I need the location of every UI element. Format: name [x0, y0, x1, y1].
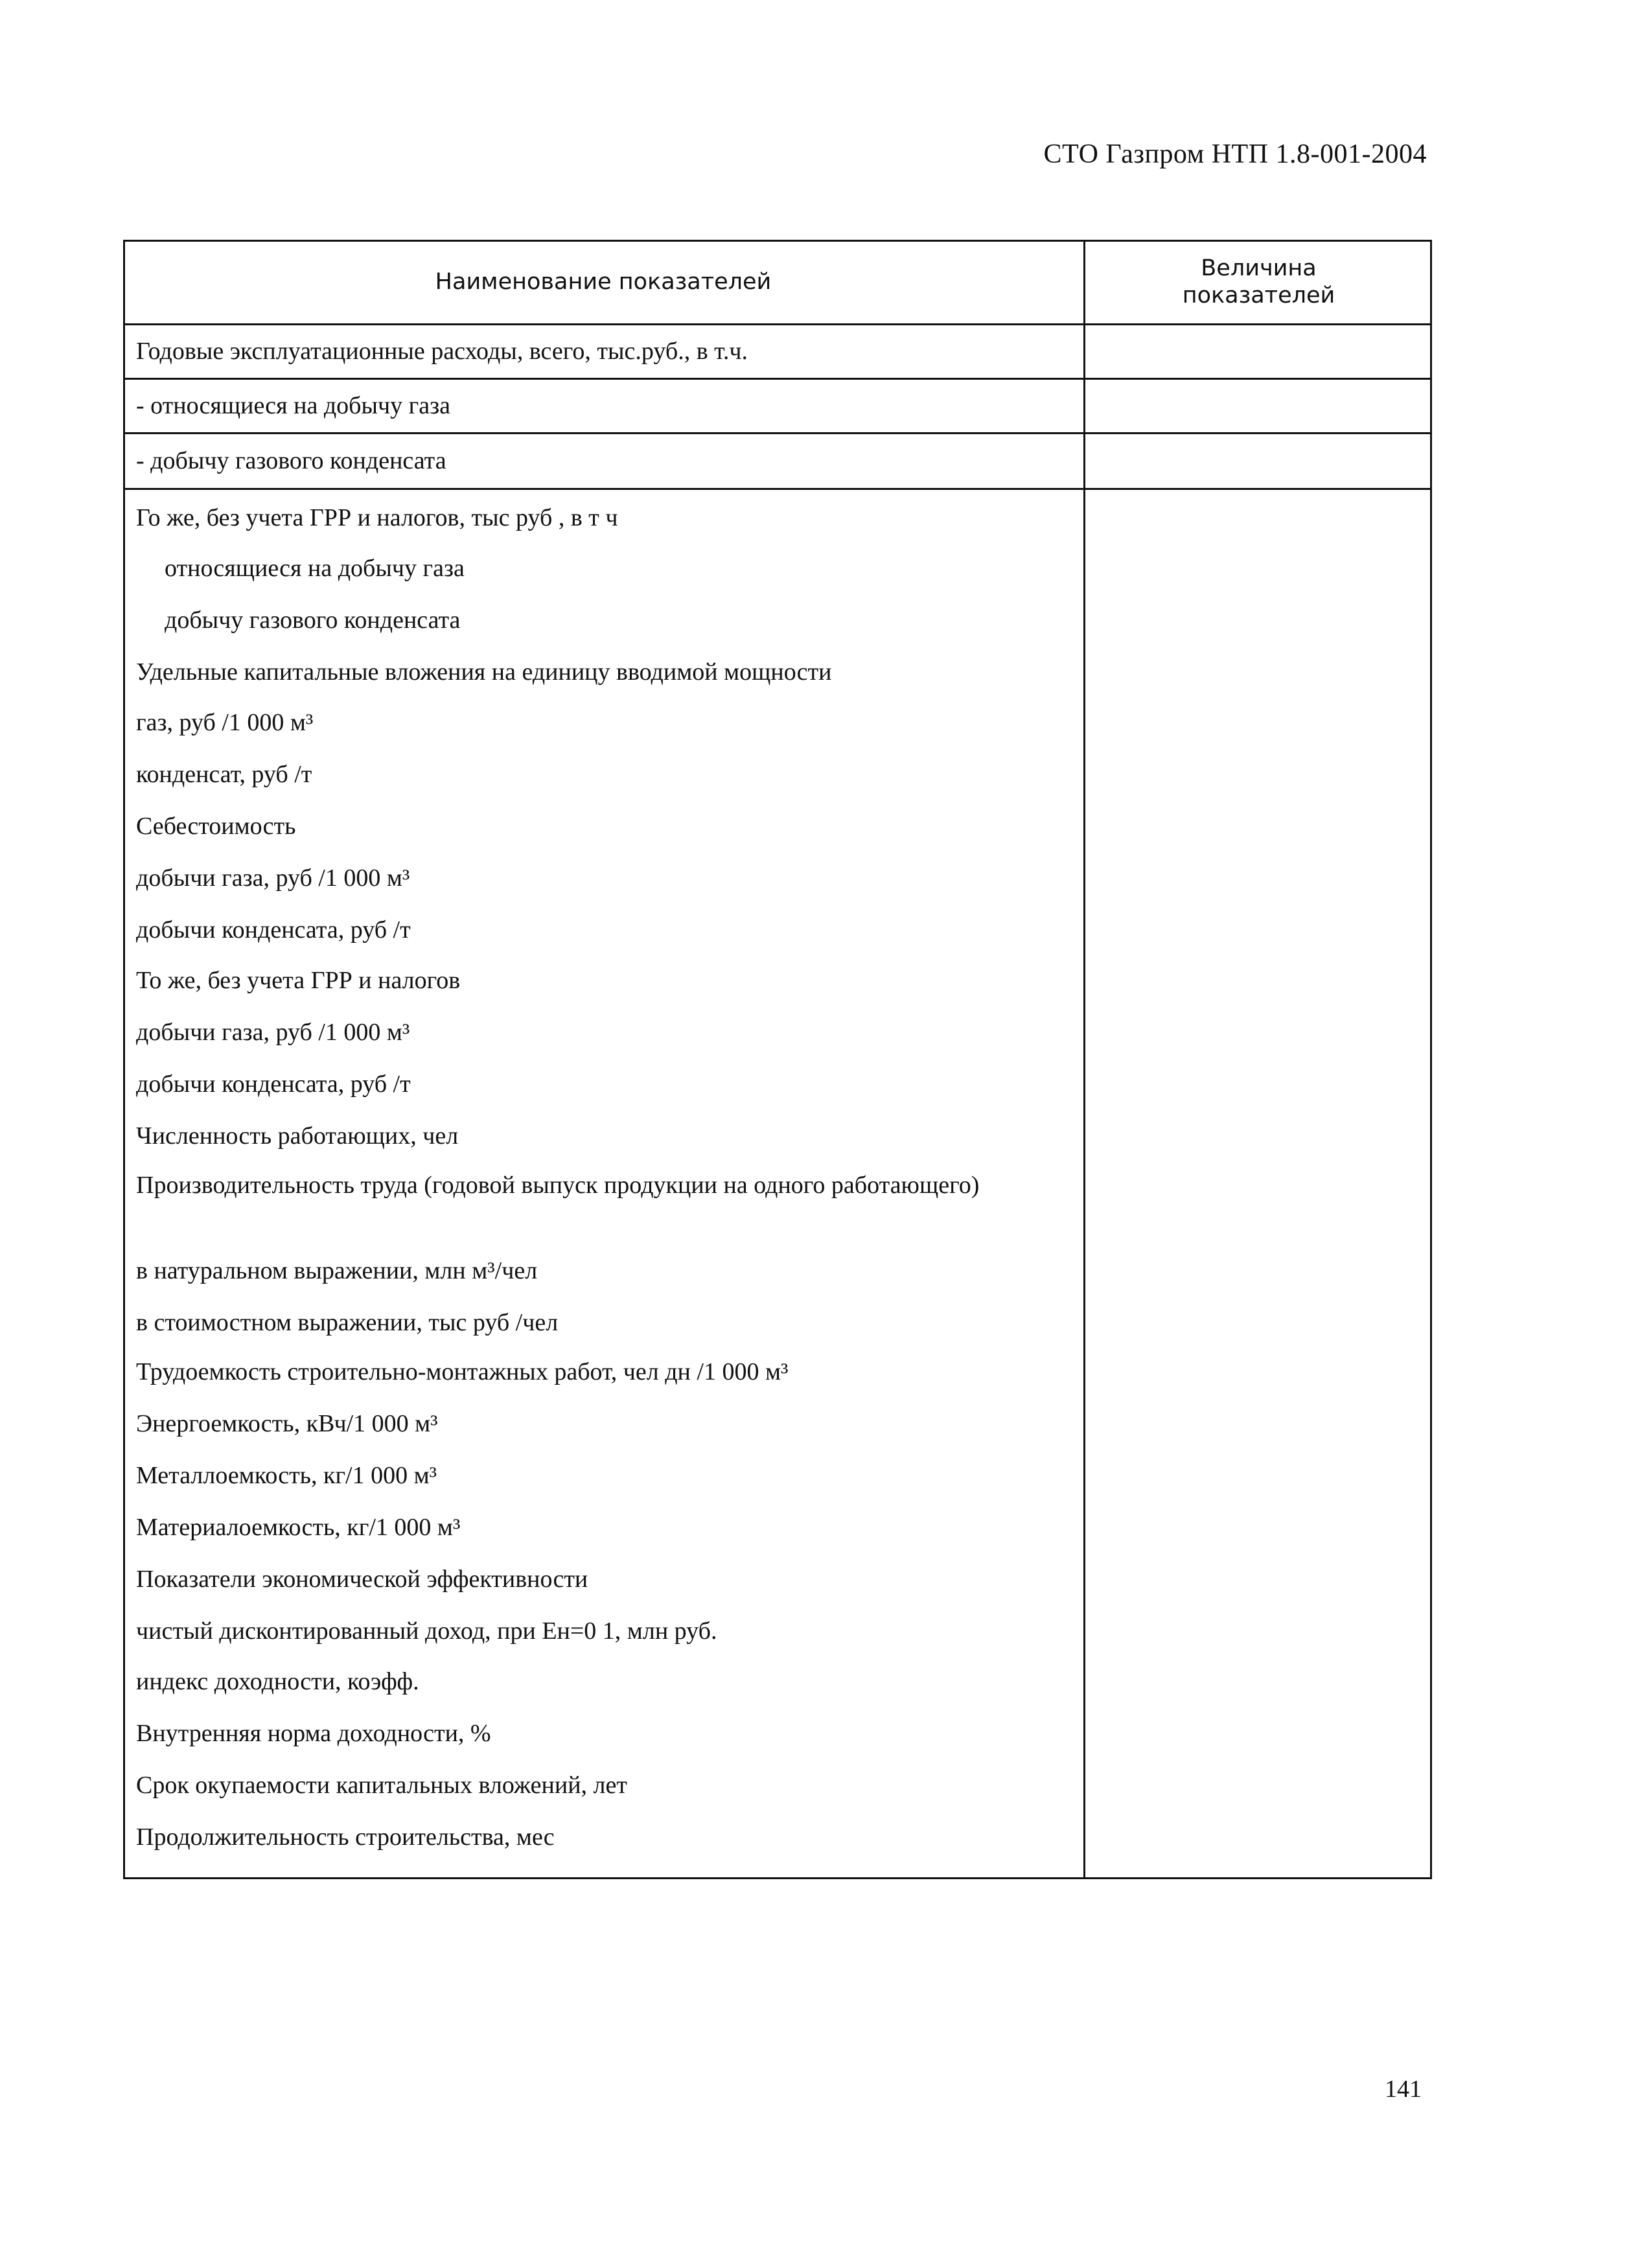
indicator-name: добычи газа, руб /1 000 м³	[136, 1019, 410, 1046]
indicator-name: Показатели экономической эффективности	[136, 1566, 588, 1593]
table-group-block	[123, 490, 1432, 1879]
indicator-name: - относящиеся на добычу газа	[136, 392, 450, 420]
indicator-name: Удельные капитальные вложения на единицу вводимой мощности	[136, 658, 832, 686]
indicator-name: индекс доходности, коэфф.	[136, 1668, 419, 1695]
indicator-name: в стоимостном выражении, тыс руб /чел	[136, 1309, 559, 1336]
group-values	[1085, 490, 1432, 1879]
table-header-row	[123, 240, 1432, 325]
indicator-name: Срок окупаемости капитальных вложений, лет	[136, 1772, 627, 1799]
indicator-name: добычу газового конденсата	[165, 607, 461, 634]
indicator-name: относящиеся на добычу газа	[165, 555, 465, 582]
indicator-value	[1085, 434, 1432, 488]
indicator-name: чистый дисконтированный доход, при Ен=0 1, млн руб.	[136, 1617, 717, 1645]
table-row	[123, 434, 1432, 490]
indicator-name: в натуральном выражении, млн м³/чел	[136, 1257, 538, 1284]
indicators-table	[123, 240, 1432, 1879]
indicator-name: Продолжительность строительства, мес	[136, 1823, 555, 1851]
indicator-name: Металлоемкость, кг/1 000 м³	[136, 1462, 437, 1489]
indicator-name: Энергоемкость, кВч/1 000 м³	[136, 1410, 438, 1437]
indicator-name: газ, руб /1 000 м³	[136, 709, 314, 736]
indicator-value	[1085, 380, 1432, 432]
indicator-name: Численность работающих, чел	[136, 1122, 459, 1150]
table-row	[123, 380, 1432, 434]
indicator-name: конденсат, руб /т	[136, 761, 312, 788]
indicator-name: Себестоимость	[136, 813, 296, 840]
document-code: СТО Газпром НТП 1.8-001-2004	[1043, 139, 1427, 169]
header-indicator-name: Наименование показателей	[435, 268, 772, 295]
indicator-value	[1085, 325, 1432, 378]
indicator-name: Производительность труда (годовой выпуск продукции на одного работающего)	[136, 1172, 980, 1199]
indicator-name: добычи конденсата, руб /т	[136, 916, 411, 943]
page-number: 141	[1385, 2076, 1422, 2103]
indicator-name: Материалоемкость, кг/1 000 м³	[136, 1514, 461, 1541]
group-names	[123, 490, 1083, 1879]
indicator-name: добычи конденсата, руб /т	[136, 1070, 411, 1098]
indicator-name: Годовые эксплуатационные расходы, всего, тыс.руб., в т.ч.	[136, 338, 748, 365]
indicator-name: - добычу газового конденсата	[136, 447, 446, 475]
indicator-name: добычи газа, руб /1 000 м³	[136, 864, 410, 892]
header-indicator-value: Величина показателей	[1182, 255, 1335, 308]
table-row	[123, 325, 1432, 380]
indicator-name: То же, без учета ГРР и налогов	[136, 967, 461, 994]
indicator-name: Внутренняя норма доходности, %	[136, 1720, 491, 1747]
indicator-name: Го же, без учета ГРР и налогов, тыс руб , в т ч	[136, 504, 618, 531]
indicator-name: Трудоемкость строительно-монтажных работ, чел дн /1 000 м³	[136, 1358, 789, 1385]
